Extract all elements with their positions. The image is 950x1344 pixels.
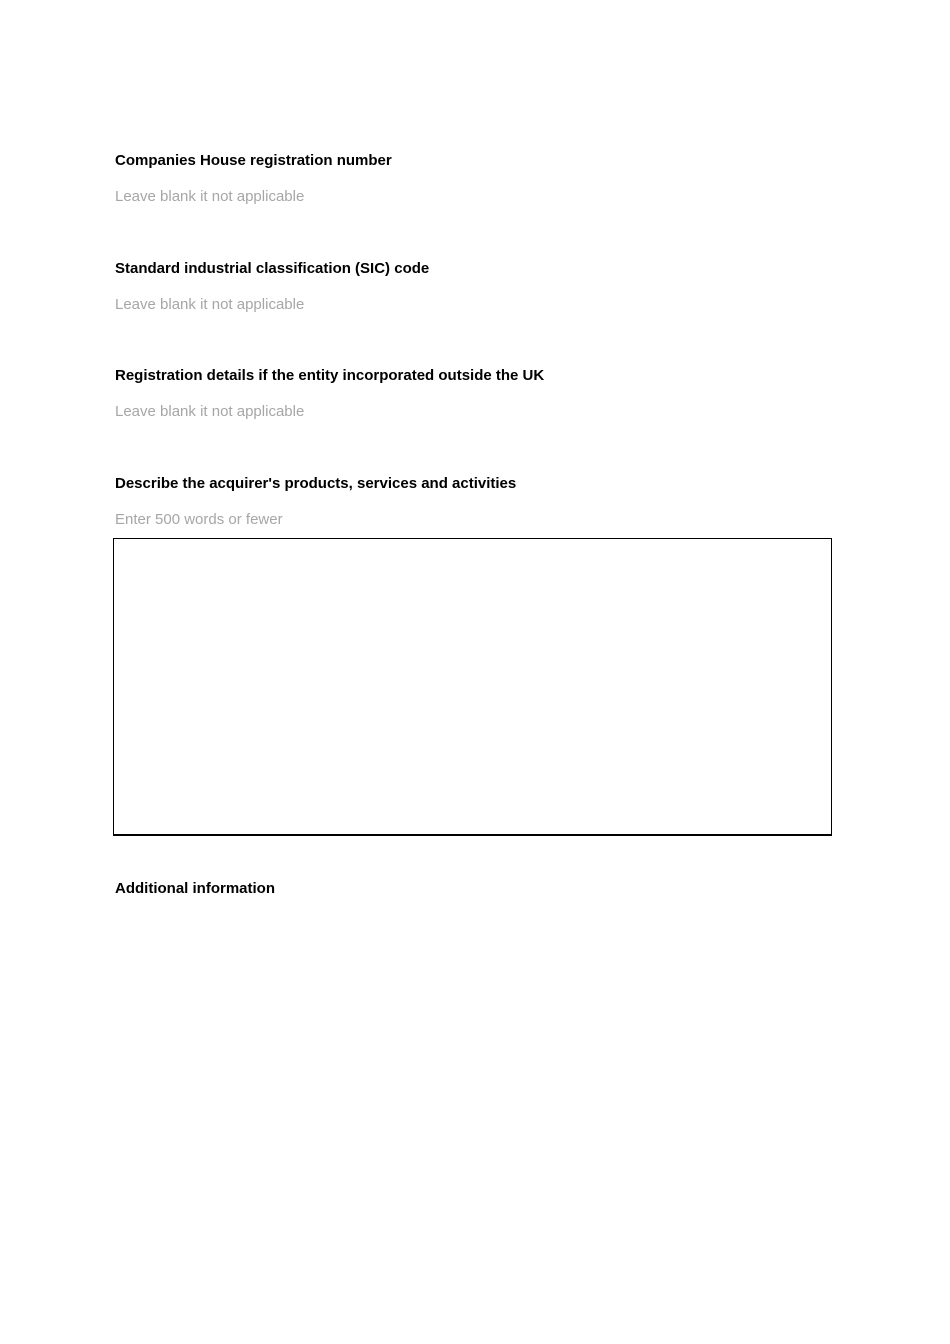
companies-house-number-hint: Leave blank it not applicable	[115, 188, 305, 205]
acquirer-description-label: Describe the acquirer's products, services and activities	[115, 475, 517, 492]
acquirer-description-text-area[interactable]	[113, 538, 832, 836]
overseas-registration-label: Registration details if the entity incorporated outside the UK	[115, 367, 545, 384]
acquirer-description-hint: Enter 500 words or fewer	[115, 511, 283, 528]
additional-information-heading: Additional information	[115, 880, 275, 897]
companies-house-number-label: Companies House registration number	[115, 152, 392, 169]
sic-code-label: Standard industrial classification (SIC) code	[115, 260, 430, 277]
overseas-registration-hint: Leave blank it not applicable	[115, 403, 305, 420]
sic-code-hint: Leave blank it not applicable	[115, 296, 305, 313]
